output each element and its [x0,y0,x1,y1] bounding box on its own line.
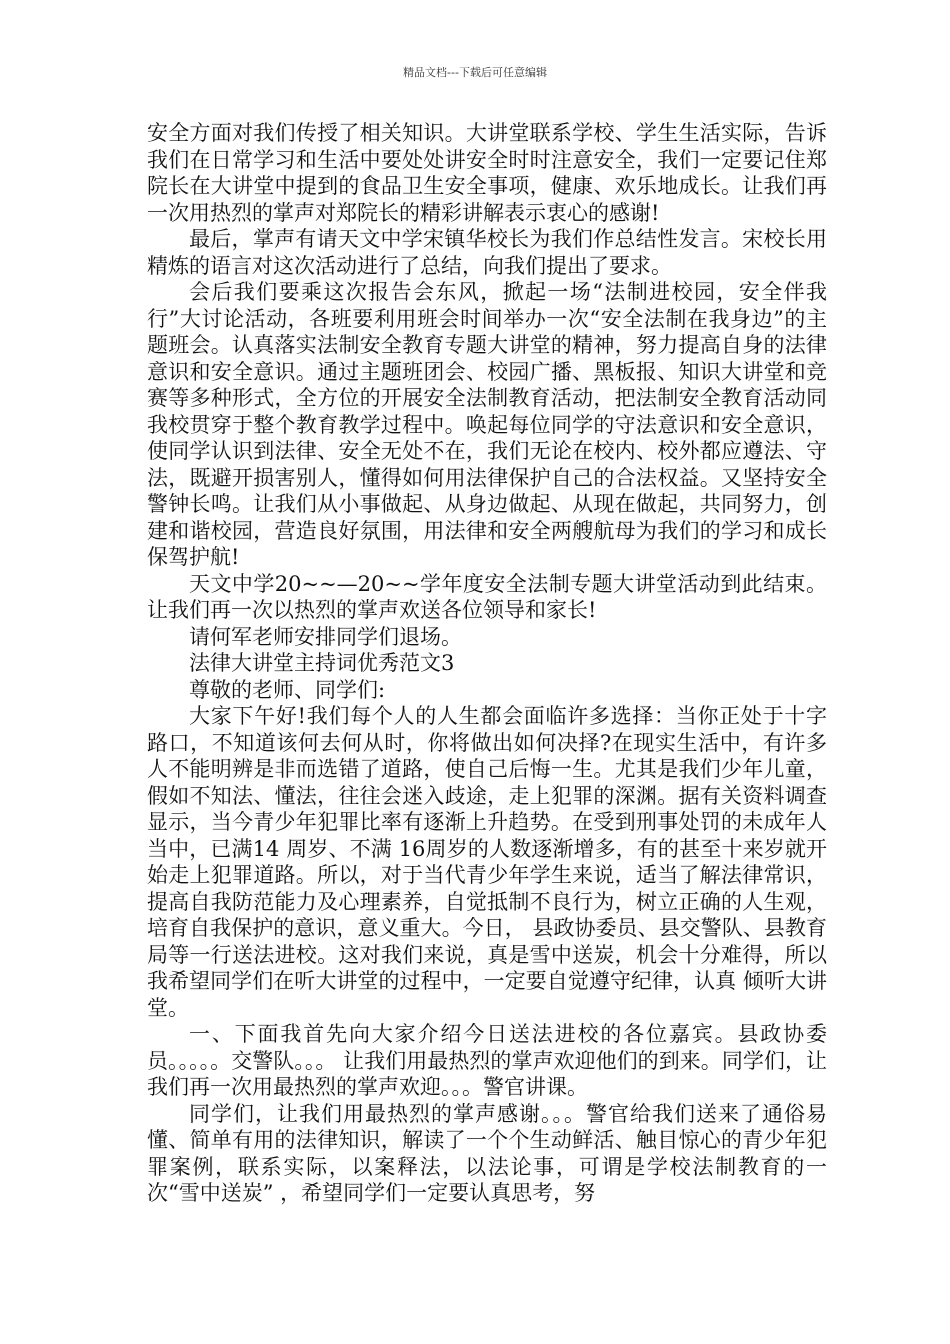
paragraph: 一、下面我首先向大家介绍今日送法进校的各位嘉宾。县政协委员。。。。。交警队。。。 让我们用最热烈的掌声欢迎他们的到来。同学们，让我们再一次用最热烈的掌声欢迎。。。警官讲课。 [147,1022,827,1099]
paragraph: 最后，掌声有请天文中学宋镇华校长为我们作总结性发言。宋校长用精炼的语言对这次活动进行了总结，向我们提出了要求。 [147,227,827,278]
paragraph: 安全方面对我们传授了相关知识。大讲堂联系学校、学生生活实际，告诉我们在日常学习和生活中要处处讲安全时时注意安全，我们一定要记住郑院长在大讲堂中提到的食品卫生安全事项，健康、欢乐地成长。让我们再一次用热烈的掌声对郑院长的精彩讲解表示衷心的感谢! [147,121,827,225]
salutation: 尊敬的老师、同学们: [189,677,386,702]
paragraph: 大家下午好!我们每个人的人生都会面临许多选择：当你正处于十字路口，不知道该何去何从时，你将做出如何决择?在现实生活中，有许多人不能明辨是非而选错了道路，使自己后悔一生。尤其是我们少年儿童，假如不知法、懂法，往往会迷入歧途，走上犯罪的深渊。据有关资料调查显示，当今青少年犯罪比率有逐渐上升趋势。在受到刑事处罚的未成年人当中，已满14 周岁、不满 16周岁的人数逐渐增多，有的甚至十来岁就开始走上犯罪道路。所以，对于当代青少年学生来说，适当了解法律常识，提高自我防范能力及心理素养，自觉抵制不良行为，树立正确的人生观，培育自我保护的意识，意义重大。今日， 县政协委员、县交警队、县教育局等一行送法进校。这对我们来说，真是雪中送炭，机会十分难得，所以我希望同学们在听大讲堂的过程中，一定要自觉遵守纪律，认真 倾听大讲堂。 [147,704,827,1020]
paragraph: 天文中学20~~—20~~学年度安全法制专题大讲堂活动到此结束。 让我们再一次以热烈的掌声欢送各位领导和家长! [147,571,827,622]
paragraph: 会后我们要乘这次报告会东风，掀起一场“法制进校园，安全伴我行”大讨论活动，各班要利用班会时间举办一次“安全法制在我身边”的主题班会。认真落实法制安全教育专题大讲堂的精神，努力提高自身的法律意识和安全意识。通过主题班团会、校园广播、黑板报、知识大讲堂和竞赛等多种形式，全方位的开展安全法制教育活动，把法制安全教育活动同我校贯穿于整个教育教学过程中。唤起每位同学的守法意识和安全意识，使同学认识到法律、安全无处不在，我们无论在校内、校外都应遵法、守法，既避开损害别人，懂得如何用法律保护自己的合法权益。又坚持安全警钟长鸣。让我们从小事做起、从身边做起、从现在做起，共同努力，创建和谐校园，营造良好氛围，用法律和安全两艘航母为我们的学习和成长保驾护航! [147,280,827,569]
page-header: 精品文档---下载后可任意编辑 [403,66,547,79]
document-body [147,120,827,1207]
paragraph: 同学们，让我们用最热烈的掌声感谢。。。警官给我们送来了通俗易懂、简单有用的法律知识，解读了一个个生动鲜活、触目惊心的青少年犯罪案例，联系实际，以案释法，以法论事，可谓是学校法制教育的一次“雪中送炭” ，希望同学们一定要认真思考，努 [147,1101,827,1205]
section-title: 法律大讲堂主持词优秀范文3 [189,651,455,675]
paragraph: 请何军老师安排同学们退场。 [189,624,462,649]
